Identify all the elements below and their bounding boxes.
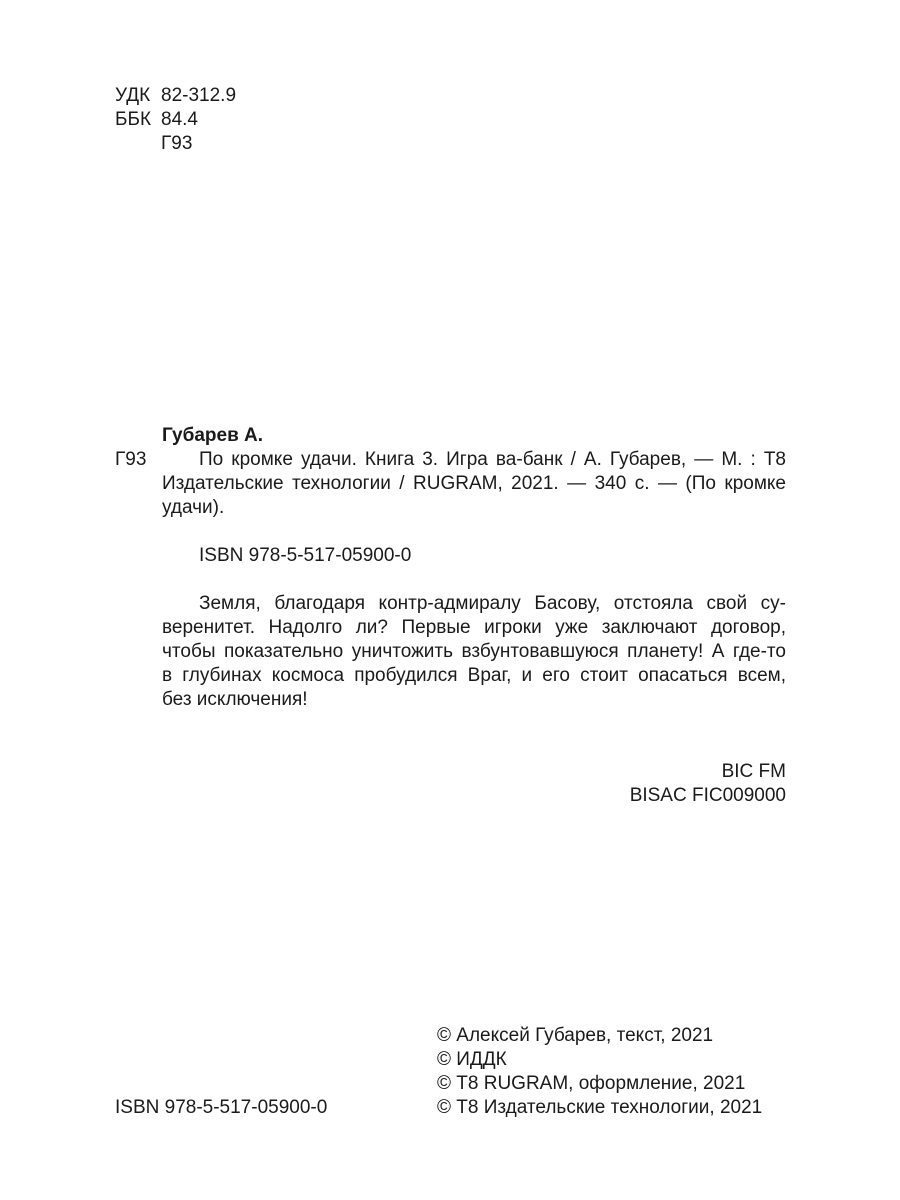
annotation-line-5: без исключения!	[162, 689, 308, 710]
annotation-line-3: чтобы показательно уничтожить взбунтовавшуюся планету! А где-то	[162, 641, 786, 662]
udk-label: УДК	[115, 85, 151, 106]
copyright-line-1: © Алексей Губарев, текст, 2021	[437, 1025, 714, 1046]
biblio-line-2: Издательские технологии / RUGRAM, 2021. — 340 с. — (По кромке	[162, 473, 786, 494]
annotation-line-2: веренитет. Надолго ли? Первые игроки уже заключают договор,	[162, 617, 786, 638]
udk-line	[115, 84, 236, 108]
bisac-code: BISAC FIC009000	[629, 785, 786, 806]
author-mark-top: Г93	[161, 133, 193, 154]
entry-author: Губарев А.	[162, 425, 264, 446]
bic-code: BIC FM	[721, 761, 786, 782]
bbk-value: 84.4	[161, 109, 198, 130]
footer-isbn: ISBN 978-5-517-05900-0	[115, 1097, 328, 1118]
biblio-line-3: удачи).	[162, 497, 225, 518]
udk-value: 82-312.9	[161, 85, 237, 106]
entry-mark: Г93	[115, 449, 147, 470]
entry-isbn: ISBN 978-5-517-05900-0	[199, 545, 412, 566]
biblio-line-1: По кромке удачи. Книга 3. Игра ва-банк / А. Губарев, — М. : Т8	[199, 449, 786, 470]
bbk-line	[115, 108, 198, 132]
copyright-line-2: © ИДДК	[437, 1049, 507, 1070]
annotation-line-1: Земля, благодаря контр-адмиралу Басову, отстояла свой су-	[199, 593, 786, 614]
copyright-line-4: © Т8 Издательские технологии, 2021	[437, 1097, 763, 1118]
copyright-line-3: © Т8 RUGRAM, оформление, 2021	[437, 1073, 746, 1094]
bbk-label: ББК	[115, 109, 152, 130]
annotation-line-4: в глубинах космоса пробудился Враг, и его стоит опасаться всем,	[162, 665, 786, 686]
